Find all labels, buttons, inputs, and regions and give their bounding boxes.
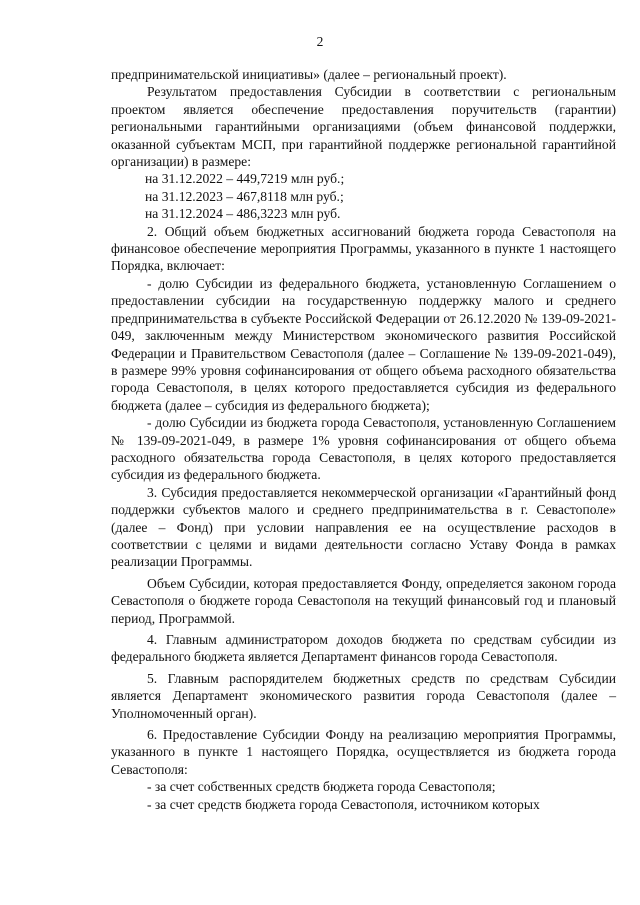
document-body (111, 66, 616, 813)
paragraph-project-name: предпринимательской инициативы» (далее – региональный проект). (111, 67, 507, 82)
page-number: 2 (316, 34, 324, 49)
paragraph-city-share: - долю Субсидии из бюджета города Севастополя, установленную Соглашением № 139-09-2021-049, в размере 1% уровня софинансирования от общего объема расходного обязательства города Севастополя, в целях которого предоставляется субсидия из федерального бюджета. (111, 415, 616, 483)
paragraph-funds-source: - за счет средств бюджета города Севастополя, источником которых (147, 796, 540, 812)
target-value-2022: на 31.12.2022 – 449,7219 млн руб.; (145, 171, 345, 187)
target-value-2023: на 31.12.2023 – 467,8118 млн руб.; (145, 188, 344, 204)
paragraph-subsidy-volume: Объем Субсидии, которая предоставляется Фонду, определяется законом города Севастополя о бюджете города Севастополя на текущий финансовый год и плановый период, Программой. (111, 575, 616, 626)
paragraph-clause-2: 2. Общий объем бюджетных ассигнований бюджета города Севастополя на финансовое обеспечение мероприятия Программы, указанного в пункте 1 настоящего Порядка, включает: (111, 223, 616, 274)
paragraph-clause-5: 5. Главным распорядителем бюджетных средств по средствам Субсидии является Департамент экономического развития города Севастополя (далее – Уполномоченный орган). (111, 670, 616, 721)
paragraph-clause-6: 6. Предоставление Субсидии Фонду на реализацию мероприятия Программы, указанного в пункте 1 настоящего Порядка, осуществляется из бюджета города Севастополя: (111, 727, 616, 777)
paragraph-clause-3: 3. Субсидия предоставляется некоммерческой организации «Гарантийный фонд поддержки субъектов малого и среднего предпринимательства в г. Севастополе» (далее – Фонд) при условии направления ее на осуществление расходов в соответствии с целями и видами деятельности согласно Уставу Фонда в рамках реализации Программы. (111, 484, 616, 570)
paragraph-own-funds: - за счет собственных средств бюджета города Севастополя; (147, 779, 496, 795)
paragraph-clause-4: 4. Главным администратором доходов бюджета по средствам субсидии из федерального бюджета является Департамент финансов города Севастополя. (111, 632, 616, 665)
paragraph-federal-share: - долю Субсидии из федерального бюджета, установленную Соглашением о предоставлении субсидии на государственную поддержку малого и среднего предпринимательства в субъекте Российской Федерации от 26.12.2020 № 139-09-2021-049, заключенным между Министерством экономического развития Российской Федерации и Правительством Севастополя (далее – Соглашение № 139-09-2021-049), в размере 99% уровня софинансирования от общего объема расходного обязательства города Севастополя, в целях которого предоставляется субсидия из федерального бюджета (далее – субсидия из федерального бюджета); (111, 275, 616, 413)
paragraph-result: Результатом предоставления Субсидии в соответствии с региональным проектом является обеспечение предоставления поручительств (гарантии) региональными гарантийными организациями (объем финансовой поддержки, оказанной субъектам МСП, при гарантийной поддержке региональной гарантийной организации) в размере: (111, 84, 616, 170)
target-value-2024: на 31.12.2024 – 486,3223 млн руб. (145, 206, 341, 222)
